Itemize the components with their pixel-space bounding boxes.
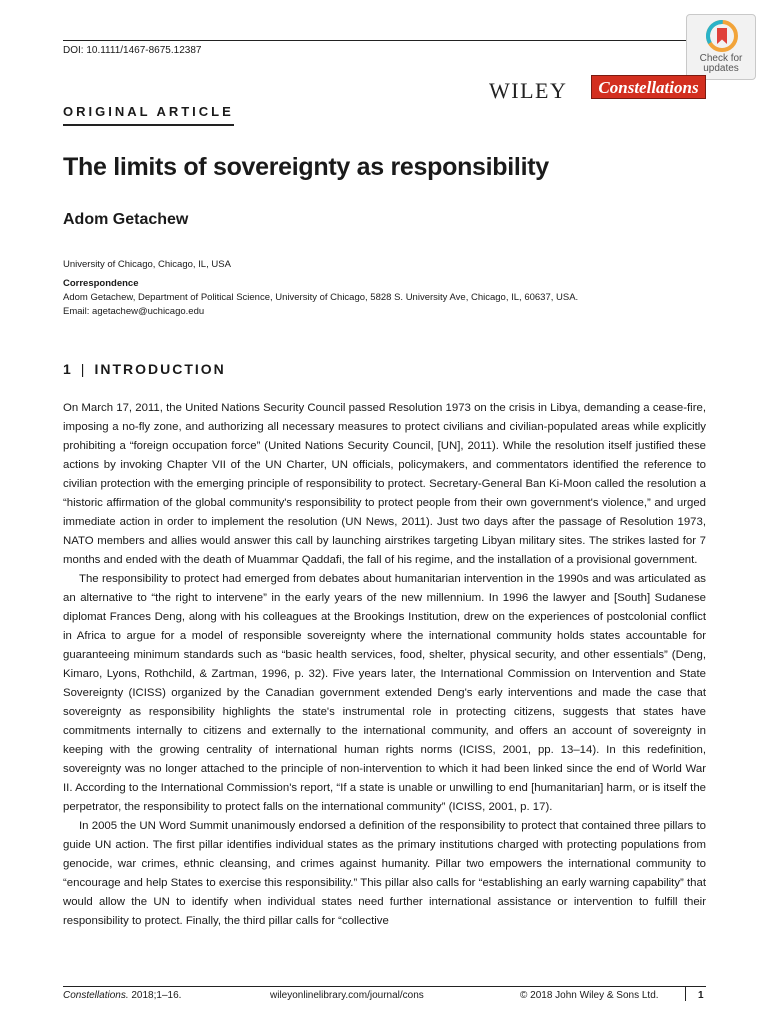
journal-logo: Constellations [591,75,706,99]
author-affiliation: University of Chicago, Chicago, IL, USA [63,259,231,270]
section-heading [63,361,226,377]
section-separator: | [80,361,87,377]
correspondence-address: Adom Getachew, Department of Political Science, University of Chicago, 5828 S. University Ave, Chicago, IL, 60637, USA. [63,292,579,303]
section-title: INTRODUCTION [94,361,226,377]
page-number: 1 [698,990,704,1001]
header-rule [63,40,706,41]
footer-rule [63,986,706,987]
check-updates-icon [706,20,738,52]
footer-journal-name: Constellations. [63,990,129,1001]
publisher-logo: WILEY [489,78,568,103]
footer-copyright: © 2018 John Wiley & Sons Ltd. [520,990,659,1001]
body-text [63,399,706,931]
correspondence-heading: Correspondence [63,278,139,289]
badge-label: Check for updates [699,53,743,74]
correspondence-email[interactable]: Email: agetachew@uchicago.edu [63,306,205,317]
article-type-label: ORIGINAL ARTICLE [63,104,234,126]
footer-citation [63,990,181,1001]
article-title: The limits of sovereignty as responsibility [63,153,549,181]
paragraph: The responsibility to protect had emerged from debates about humanitarian intervention in the 1990s and was articulated as an alternative to “the right to intervene” in the early years of the new millennium. In 1996 the lawyer and [South] Sudanese diplomat Frances Deng, along with his colleagues at the Brookings Institution, drew on the experiences of postcolonial conflict in Africa to argue for a model of responsible sovereignty where the international community holds states accountable for guaranteeing minimum standards such as “basic health services, food, shelter, physical security, and other essentials” (Deng, Kimaro, Lyons, Rothchild, & Zartman, 1996, p. 32). Five years later, the International Commission on Intervention and State Sovereignty (ICISS) organized by the Canadian government extended Deng's early interventions and made the case that sovereignty as responsibility highlights the state's instrumental role in protecting citizens, suggests that states have commitments internally to citizens and externally to the international community, and offers an account of sovereignty in keeping with the growing centrality of international human rights norms (ICISS, 2001, pp. 13–14). In this redefinition, sovereignty was no longer attached to the principle of non-intervention to which it had been linked since the end of World War II. According to the International Commission's report, “If a state is unable or unwilling to end [humanitarian] harm, or is itself the perpetrator, the responsibility to protect falls on the international community” (ICISS, 2001, p. 17). [63,573,706,813]
footer-url-link[interactable]: wileyonlinelibrary.com/journal/cons [270,990,424,1001]
doi-link[interactable]: DOI: 10.1111/1467-8675.12387 [63,45,202,56]
section-number: 1 [63,361,73,377]
footer-divider [685,987,686,1001]
author-name: Adom Getachew [63,211,189,228]
paragraph: In 2005 the UN Word Summit unanimously endorsed a definition of the responsibility to protect that contained three pillars to guide UN action. The first pillar identifies individual states as the primary institutions charged with protecting populations from genocide, war crimes, ethnic cleansing, and crimes against humanity. Pillar two empowers the international community to “encourage and help States to exercise this responsibility.” This pillar also calls for “establishing an early warning capability” that would allow the UN to identify when individual states need further international assistance or intervention to fulfill their responsibility to protect. Finally, the third pillar calls for “collective [63,820,706,927]
check-for-updates-badge[interactable] [686,14,756,80]
footer-year-pages: 2018;1–16. [131,990,182,1001]
paragraph: On March 17, 2011, the United Nations Security Council passed Resolution 1973 on the crisis in Libya, demanding a cease-fire, imposing a no-fly zone, and authorizing all necessary measures to protect civilians and civilian-populated areas while explicitly prohibiting a “foreign occupation force” (United Nations Security Council, [UN], 2011). While the resolution itself justified these actions by invoking Chapter VII of the UN Charter, UN officials, policymakers, and commentators identified the reference to civilian protection with the emerging principle of responsibility to protect. Secretary-General Ban Ki-Moon called the resolution a “historic affirmation of the global community's responsibility to protect people from their own government's violence,” and urged immediate action in order to implement the resolution (UN News, 2011). Just two days after the passage of Resolution 1973, NATO members and allies would answer this call by launching airstrikes targeting Libyan military sites. The strikes lasted for 7 months and ended with the death of Muammar Qaddafi, the fall of his regime, and the installation of a provisional government. [63,402,706,566]
